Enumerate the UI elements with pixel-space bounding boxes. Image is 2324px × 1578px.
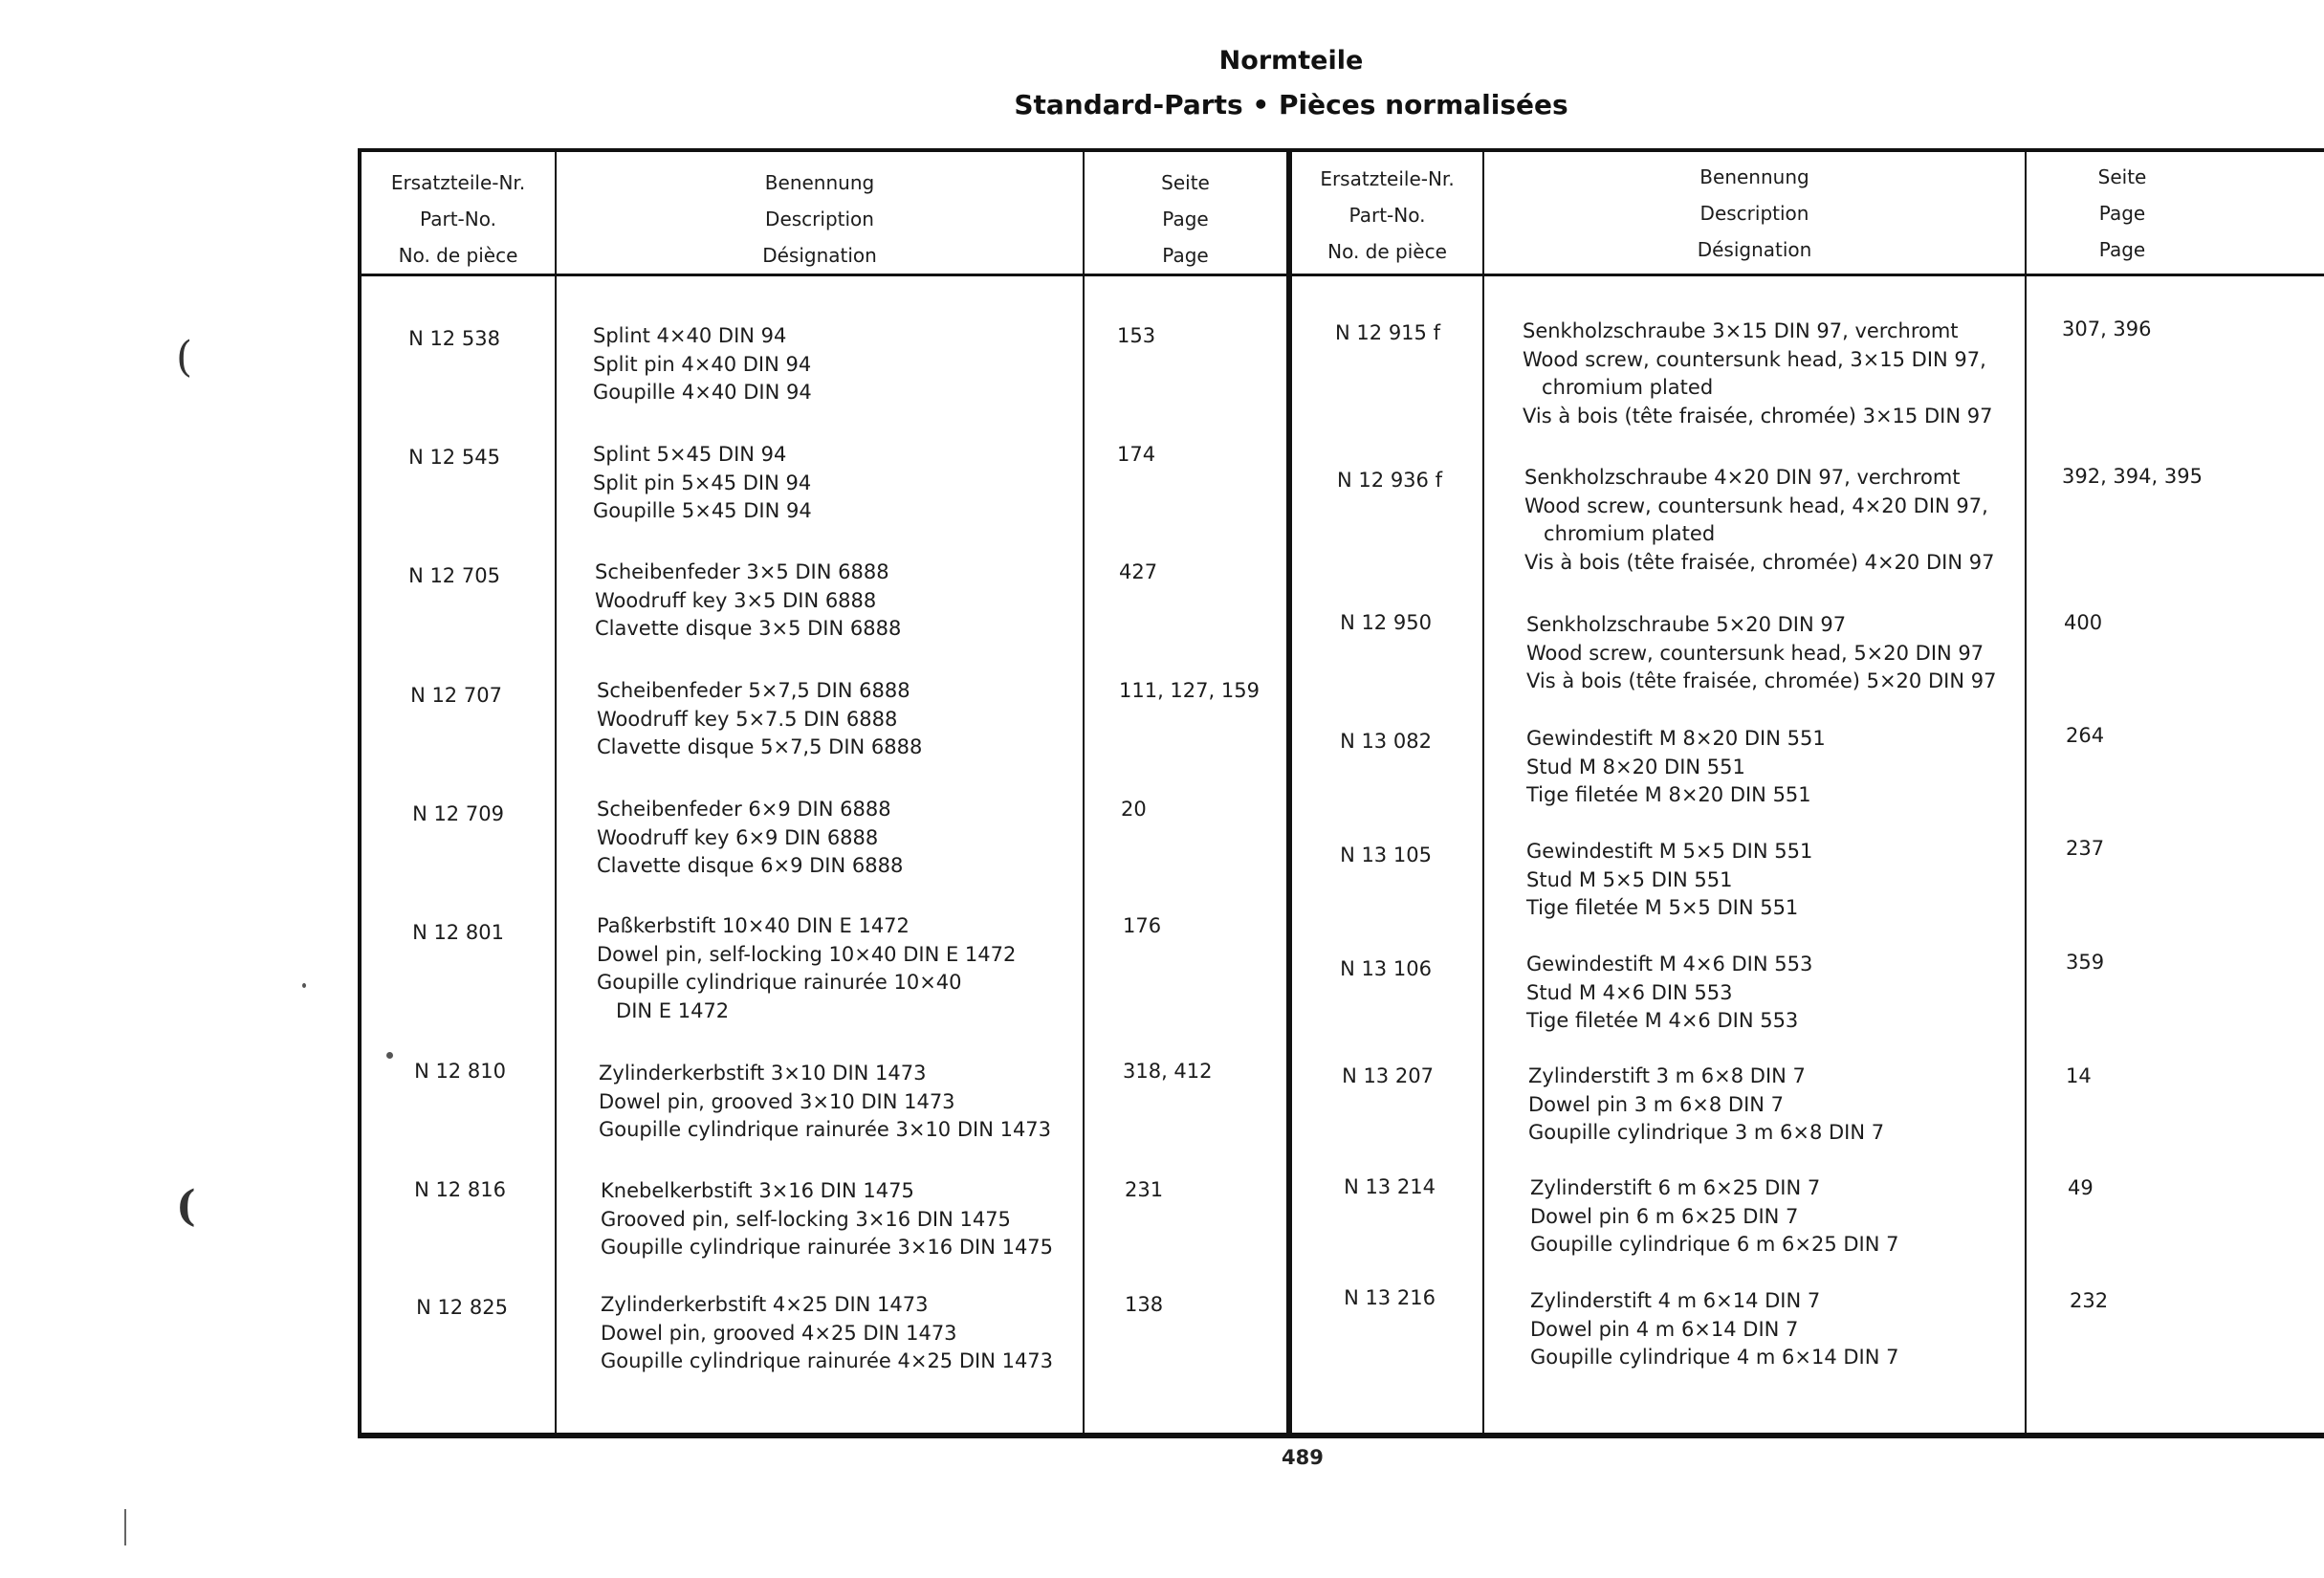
description-line: Paßkerbstift 10×40 DIN E 1472 <box>597 914 910 937</box>
description-line: Splint 5×45 DIN 94 <box>593 443 787 466</box>
header-label: Ersatzteile-Nr. <box>1320 167 1455 190</box>
header-label: Description <box>765 208 874 230</box>
description-line: Scheibenfeder 5×7,5 DIN 6888 <box>597 679 910 702</box>
header-part-left <box>362 164 555 274</box>
header-label: Benennung <box>764 171 875 194</box>
part-number: N 12 545 <box>408 446 500 469</box>
header-label: Désignation <box>1697 238 1812 261</box>
header-part-right <box>1292 161 1482 270</box>
description-line: Dowel pin 3 m 6×8 DIN 7 <box>1528 1092 1785 1116</box>
description-line: Scheibenfeder 6×9 DIN 6888 <box>597 798 891 821</box>
page-reference: 318, 412 <box>1123 1060 1213 1083</box>
description-line: Zylinderkerbstift 3×10 DIN 1473 <box>599 1062 927 1085</box>
description-line: Dowel pin, grooved 3×10 DIN 1473 <box>599 1089 955 1113</box>
header-label: Seite <box>1161 171 1210 194</box>
header-label: No. de pièce <box>1327 240 1447 263</box>
part-number: N 13 207 <box>1342 1064 1434 1087</box>
header-label: Page <box>1162 208 1209 230</box>
part-number: N 12 801 <box>412 921 504 944</box>
col-sep-2 <box>1083 150 1085 1436</box>
table-bottom-border <box>358 1433 2324 1438</box>
left-border <box>358 150 362 1437</box>
header-label: Page <box>1162 244 1209 267</box>
description-line: Senkholzschraube 3×15 DIN 97, verchromt <box>1523 319 1959 342</box>
description-line: Tige filetée M 8×20 DIN 551 <box>1526 783 1811 806</box>
page-reference: 427 <box>1119 560 1158 583</box>
description-line: Senkholzschraube 4×20 DIN 97, verchromt <box>1524 466 1961 489</box>
description-line: Zylinderstift 4 m 6×14 DIN 7 <box>1530 1289 1821 1312</box>
description-line: Gewindestift M 8×20 DIN 551 <box>1526 727 1826 750</box>
part-number: N 12 816 <box>414 1178 506 1201</box>
scan-speck <box>386 1052 393 1059</box>
part-number: N 12 936 f <box>1337 469 1442 492</box>
description-block <box>1530 1287 1898 1372</box>
description-block <box>1524 464 1994 577</box>
header-label: No. de pièce <box>398 244 518 267</box>
header-separator <box>358 274 2324 276</box>
page-number: 489 <box>1282 1446 1324 1469</box>
description-block <box>1526 725 1826 810</box>
page-reference: 264 <box>2066 724 2105 747</box>
description-line: Split pin 4×40 DIN 94 <box>593 352 812 376</box>
description-line: Woodruff key 6×9 DIN 6888 <box>597 825 879 849</box>
description-line: Wood screw, countersunk head, 3×15 DIN 97, <box>1523 347 1986 371</box>
description-line: Stud M 4×6 DIN 553 <box>1526 980 1733 1004</box>
description-block <box>599 1060 1051 1145</box>
description-line: Scheibenfeder 3×5 DIN 6888 <box>595 560 889 583</box>
description-line: Zylinderstift 3 m 6×8 DIN 7 <box>1528 1064 1806 1087</box>
description-line: Splint 4×40 DIN 94 <box>593 324 787 347</box>
header-page-left <box>1085 164 1286 274</box>
description-line: Goupille 4×40 DIN 94 <box>593 381 812 404</box>
description-block <box>593 322 812 407</box>
header-page-right <box>2027 159 2218 268</box>
page-reference: 392, 394, 395 <box>2062 465 2203 488</box>
description-block <box>1530 1174 1898 1260</box>
page-reference: 174 <box>1117 443 1156 466</box>
part-number: N 12 709 <box>412 802 504 825</box>
page-subtitle: Standard-Parts • Pièces normalisées <box>1014 89 1568 121</box>
description-line: Knebelkerbstift 3×16 DIN 1475 <box>601 1179 914 1202</box>
description-line: Vis à bois (tête fraisée, chromée) 3×15 DIN 97 <box>1523 404 1993 427</box>
description-line: chromium plated <box>1523 376 1714 399</box>
description-line: Vis à bois (tête fraisée, chromée) 4×20 DIN 97 <box>1524 550 1995 574</box>
description-line: chromium plated <box>1524 522 1716 545</box>
page-reference: 231 <box>1125 1178 1164 1201</box>
part-number: N 12 915 f <box>1335 321 1440 344</box>
scan-mark <box>124 1509 126 1545</box>
col-sep-4 <box>2025 150 2027 1436</box>
description-line: Dowel pin 6 m 6×25 DIN 7 <box>1530 1204 1799 1228</box>
description-line: Clavette disque 3×5 DIN 6888 <box>595 617 902 640</box>
description-line: Split pin 5×45 DIN 94 <box>593 471 812 494</box>
description-block <box>1526 951 1812 1036</box>
binding-mark: ( <box>176 333 193 382</box>
description-line: Vis à bois (tête fraisée, chromée) 5×20 DIN 97 <box>1526 669 1997 692</box>
part-number: N 12 705 <box>408 564 500 587</box>
description-block <box>1526 611 1996 696</box>
description-line: Senkholzschraube 5×20 DIN 97 <box>1526 613 1847 636</box>
description-block <box>1526 838 1812 923</box>
description-line: Woodruff key 3×5 DIN 6888 <box>595 588 877 612</box>
page-reference: 111, 127, 159 <box>1119 679 1260 702</box>
page-reference: 20 <box>1121 798 1147 821</box>
header-label: Part-No. <box>1348 204 1426 227</box>
page-reference: 49 <box>2068 1176 2094 1199</box>
description-line: Wood screw, countersunk head, 4×20 DIN 97, <box>1524 493 1988 517</box>
description-block <box>595 559 901 644</box>
header-desc-right <box>1484 159 2025 268</box>
header-label: Seite <box>2097 165 2147 188</box>
part-number: N 13 214 <box>1344 1175 1436 1198</box>
header-label: Page <box>2098 202 2146 225</box>
description-line: Stud M 8×20 DIN 551 <box>1526 755 1745 778</box>
header-desc-left <box>557 164 1083 274</box>
description-line: Grooved pin, self-locking 3×16 DIN 1475 <box>601 1207 1011 1231</box>
page-reference: 237 <box>2066 837 2105 860</box>
header-label: Page <box>2098 238 2146 261</box>
description-block <box>597 912 1016 1025</box>
description-block <box>593 441 812 526</box>
part-number: N 13 216 <box>1344 1286 1436 1309</box>
part-number: N 12 950 <box>1340 611 1432 634</box>
header-label: Benennung <box>1699 165 1809 188</box>
page-reference: 359 <box>2066 951 2105 974</box>
description-line: Goupille cylindrique rainurée 3×10 DIN 1473 <box>599 1118 1052 1141</box>
description-line: Goupille cylindrique 6 m 6×25 DIN 7 <box>1530 1233 1899 1256</box>
description-line: Dowel pin, self-locking 10×40 DIN E 1472 <box>597 942 1017 966</box>
description-line: DIN E 1472 <box>597 998 730 1022</box>
description-line: Goupille cylindrique 4 m 6×14 DIN 7 <box>1530 1346 1899 1369</box>
page-reference: 138 <box>1125 1293 1164 1316</box>
description-line: Clavette disque 5×7,5 DIN 6888 <box>597 735 923 758</box>
description-line: Dowel pin 4 m 6×14 DIN 7 <box>1530 1317 1799 1341</box>
page-reference: 307, 396 <box>2062 318 2152 340</box>
description-line: Tige filetée M 5×5 DIN 551 <box>1526 896 1799 919</box>
table-top-border <box>358 148 2324 152</box>
col-sep-1 <box>555 150 557 1436</box>
description-line: Goupille 5×45 DIN 94 <box>593 499 812 522</box>
description-block <box>1528 1063 1884 1148</box>
description-line: Wood screw, countersunk head, 5×20 DIN 97 <box>1526 641 1984 665</box>
page-reference: 14 <box>2066 1064 2092 1087</box>
col-sep-3 <box>1482 150 1484 1436</box>
description-block <box>597 677 922 762</box>
page-reference: 153 <box>1117 324 1156 347</box>
part-number: N 12 810 <box>414 1060 506 1083</box>
description-line: Zylinderkerbstift 4×25 DIN 1473 <box>601 1293 929 1316</box>
description-line: Goupille cylindrique rainurée 3×16 DIN 1475 <box>601 1236 1054 1259</box>
description-block <box>597 796 903 881</box>
description-line: Tige filetée M 4×6 DIN 553 <box>1526 1009 1799 1032</box>
page-reference: 232 <box>2070 1289 2109 1312</box>
center-divider <box>1286 150 1292 1437</box>
description-line: Gewindestift M 4×6 DIN 553 <box>1526 953 1813 975</box>
description-line: Zylinderstift 6 m 6×25 DIN 7 <box>1530 1176 1821 1199</box>
description-line: Dowel pin, grooved 4×25 DIN 1473 <box>601 1321 957 1345</box>
part-number: N 12 825 <box>416 1296 508 1319</box>
part-number: N 12 707 <box>410 684 502 707</box>
page-title: Normteile <box>1218 46 1364 76</box>
description-line: Woodruff key 5×7.5 DIN 6888 <box>597 707 898 731</box>
binding-mark: ( <box>176 1182 196 1231</box>
description-line: Clavette disque 6×9 DIN 6888 <box>597 854 904 877</box>
header-label: Part-No. <box>420 208 496 230</box>
scan-speck <box>302 983 306 988</box>
part-number: N 13 106 <box>1340 957 1432 980</box>
description-block <box>601 1291 1053 1376</box>
description-line: Goupille cylindrique rainurée 10×40 <box>597 971 962 994</box>
description-line: Goupille cylindrique rainurée 4×25 DIN 1473 <box>601 1349 1054 1372</box>
description-line: Goupille cylindrique 3 m 6×8 DIN 7 <box>1528 1121 1885 1144</box>
description-block <box>1523 318 1992 430</box>
page-reference: 400 <box>2064 611 2103 634</box>
page-reference: 176 <box>1123 914 1162 937</box>
header-label: Description <box>1699 202 1809 225</box>
header-label: Désignation <box>762 244 877 267</box>
part-number: N 13 082 <box>1340 730 1432 753</box>
description-block <box>601 1177 1053 1262</box>
part-number: N 13 105 <box>1340 844 1432 866</box>
description-line: Stud M 5×5 DIN 551 <box>1526 867 1733 891</box>
header-label: Ersatzteile-Nr. <box>390 171 526 194</box>
part-number: N 12 538 <box>408 327 500 350</box>
description-line: Gewindestift M 5×5 DIN 551 <box>1526 840 1813 863</box>
